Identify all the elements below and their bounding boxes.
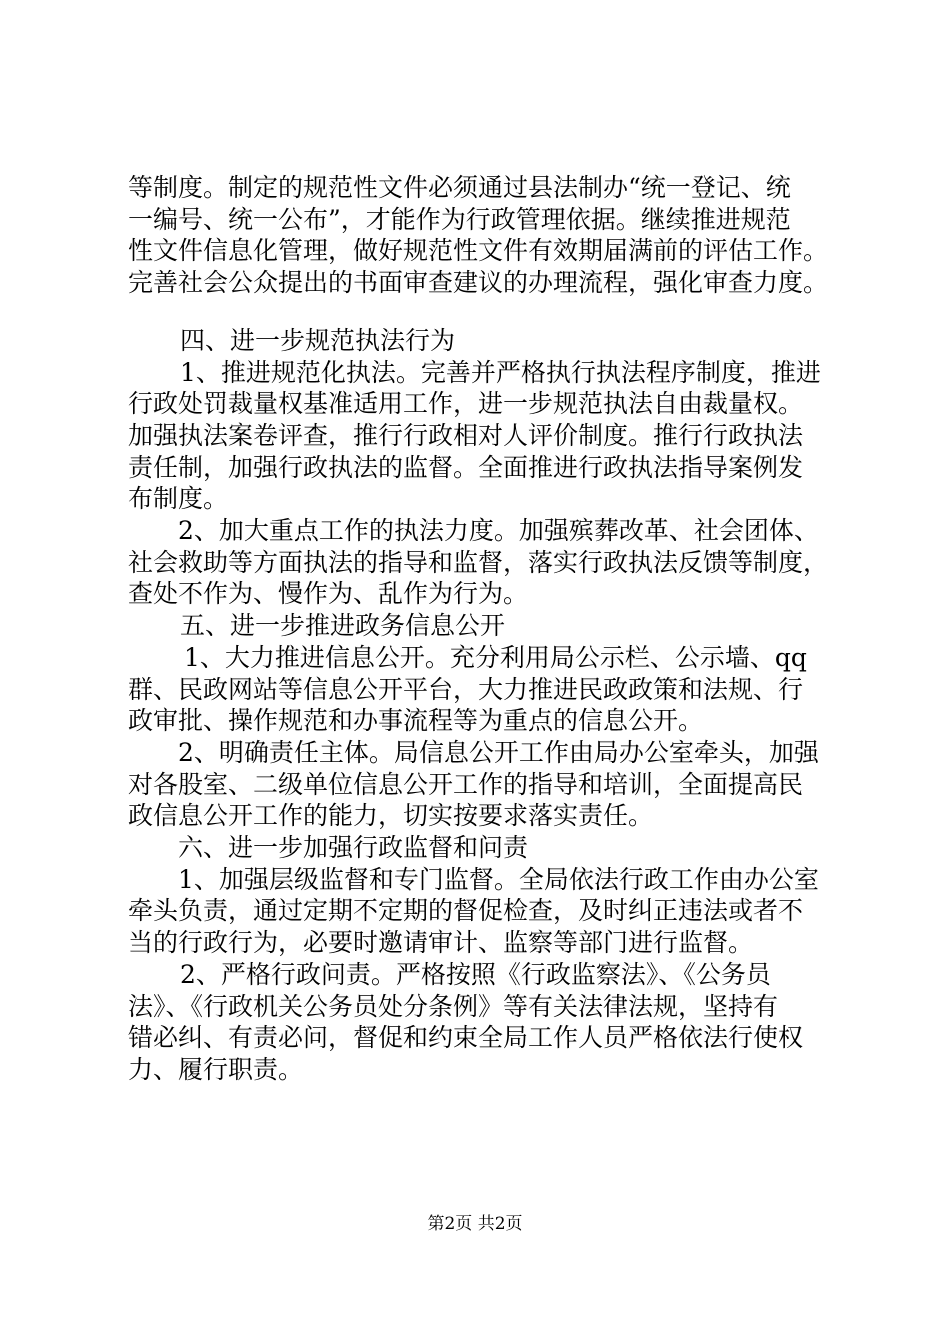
text-line: 错必纠、有责必问，督促和约束全局工作人员严格依法行使权 [128, 1023, 804, 1053]
text-line: 行政处罚裁量权基准适用工作，进一步规范执法自由裁量权。 [128, 389, 804, 419]
text-line: 群、民政网站等信息公开平台，大力推进民政政策和法规、行 [128, 674, 804, 704]
paragraph-gap [128, 299, 828, 325]
text-line: 力、履行职责。 [128, 1054, 304, 1084]
text-line: 性文件信息化管理，做好规范性文件有效期届满前的评估工作。 [128, 236, 829, 266]
text-line: 五、进一步推进政务信息公开 [180, 611, 506, 641]
text-line: 完善社会公众提出的书面审查建议的办理流程，强化审查力度。 [128, 268, 829, 298]
text-line: 对各股室、二级单位信息公开工作的指导和培训，全面提高民 [128, 769, 804, 799]
text-line: 法》、《行政机关公务员处分条例》等有关法律法规，坚持有 [128, 991, 779, 1021]
text-line: 2、加大重点工作的执法力度。加强殡葬改革、社会团体、 [178, 516, 819, 546]
text-line: 等制度。制定的规范性文件必须通过县法制办“统一登记、统 [128, 173, 791, 202]
text-line: 2、明确责任主体。局信息公开工作由局办公室牵头，加强 [178, 737, 819, 767]
text-line: 政审批、操作规范和办事流程等为重点的信息公开。 [128, 706, 704, 736]
text-line: 布制度。 [128, 484, 229, 514]
document-body [128, 172, 828, 1086]
text-line: 当的行政行为，必要时邀请审计、监察等部门进行监督。 [128, 928, 754, 958]
text-line: 责任制，加强行政执法的监督。全面推进行政执法指导案例发 [128, 452, 804, 482]
text-line: 2、严格行政问责。严格按照《行政监察法》、《公务员 [180, 959, 771, 989]
text-line: 1、大力推进信息公开。充分利用局公示栏、公示墙、qq [184, 642, 807, 672]
text-line: 查处不作为、慢作为、乱作为行为。 [128, 579, 529, 609]
page-footer: 第2页 共2页 [427, 1214, 523, 1234]
text-line: 政信息公开工作的能力，切实按要求落实责任。 [128, 801, 654, 831]
text-line: 牵头负责，通过定期不定期的督促检查，及时纠正违法或者不 [128, 896, 804, 926]
text-line: 1、推进规范化执法。完善并严格执行执法程序制度，推进 [180, 357, 821, 387]
text-line: 四、进一步规范执法行为 [180, 325, 456, 355]
text-line: 六、进一步加强行政监督和问责 [178, 833, 529, 863]
text-line: 1、加强层级监督和专门监督。全局依法行政工作由办公室 [178, 864, 819, 894]
text-line: 一编号、统一公布”，才能作为行政管理依据。继续推进规范 [128, 204, 791, 234]
text-line: 社会救助等方面执法的指导和监督，落实行政执法反馈等制度， [128, 547, 829, 577]
text-line: 加强执法案卷评查，推行行政相对人评价制度。推行行政执法 [128, 420, 804, 450]
